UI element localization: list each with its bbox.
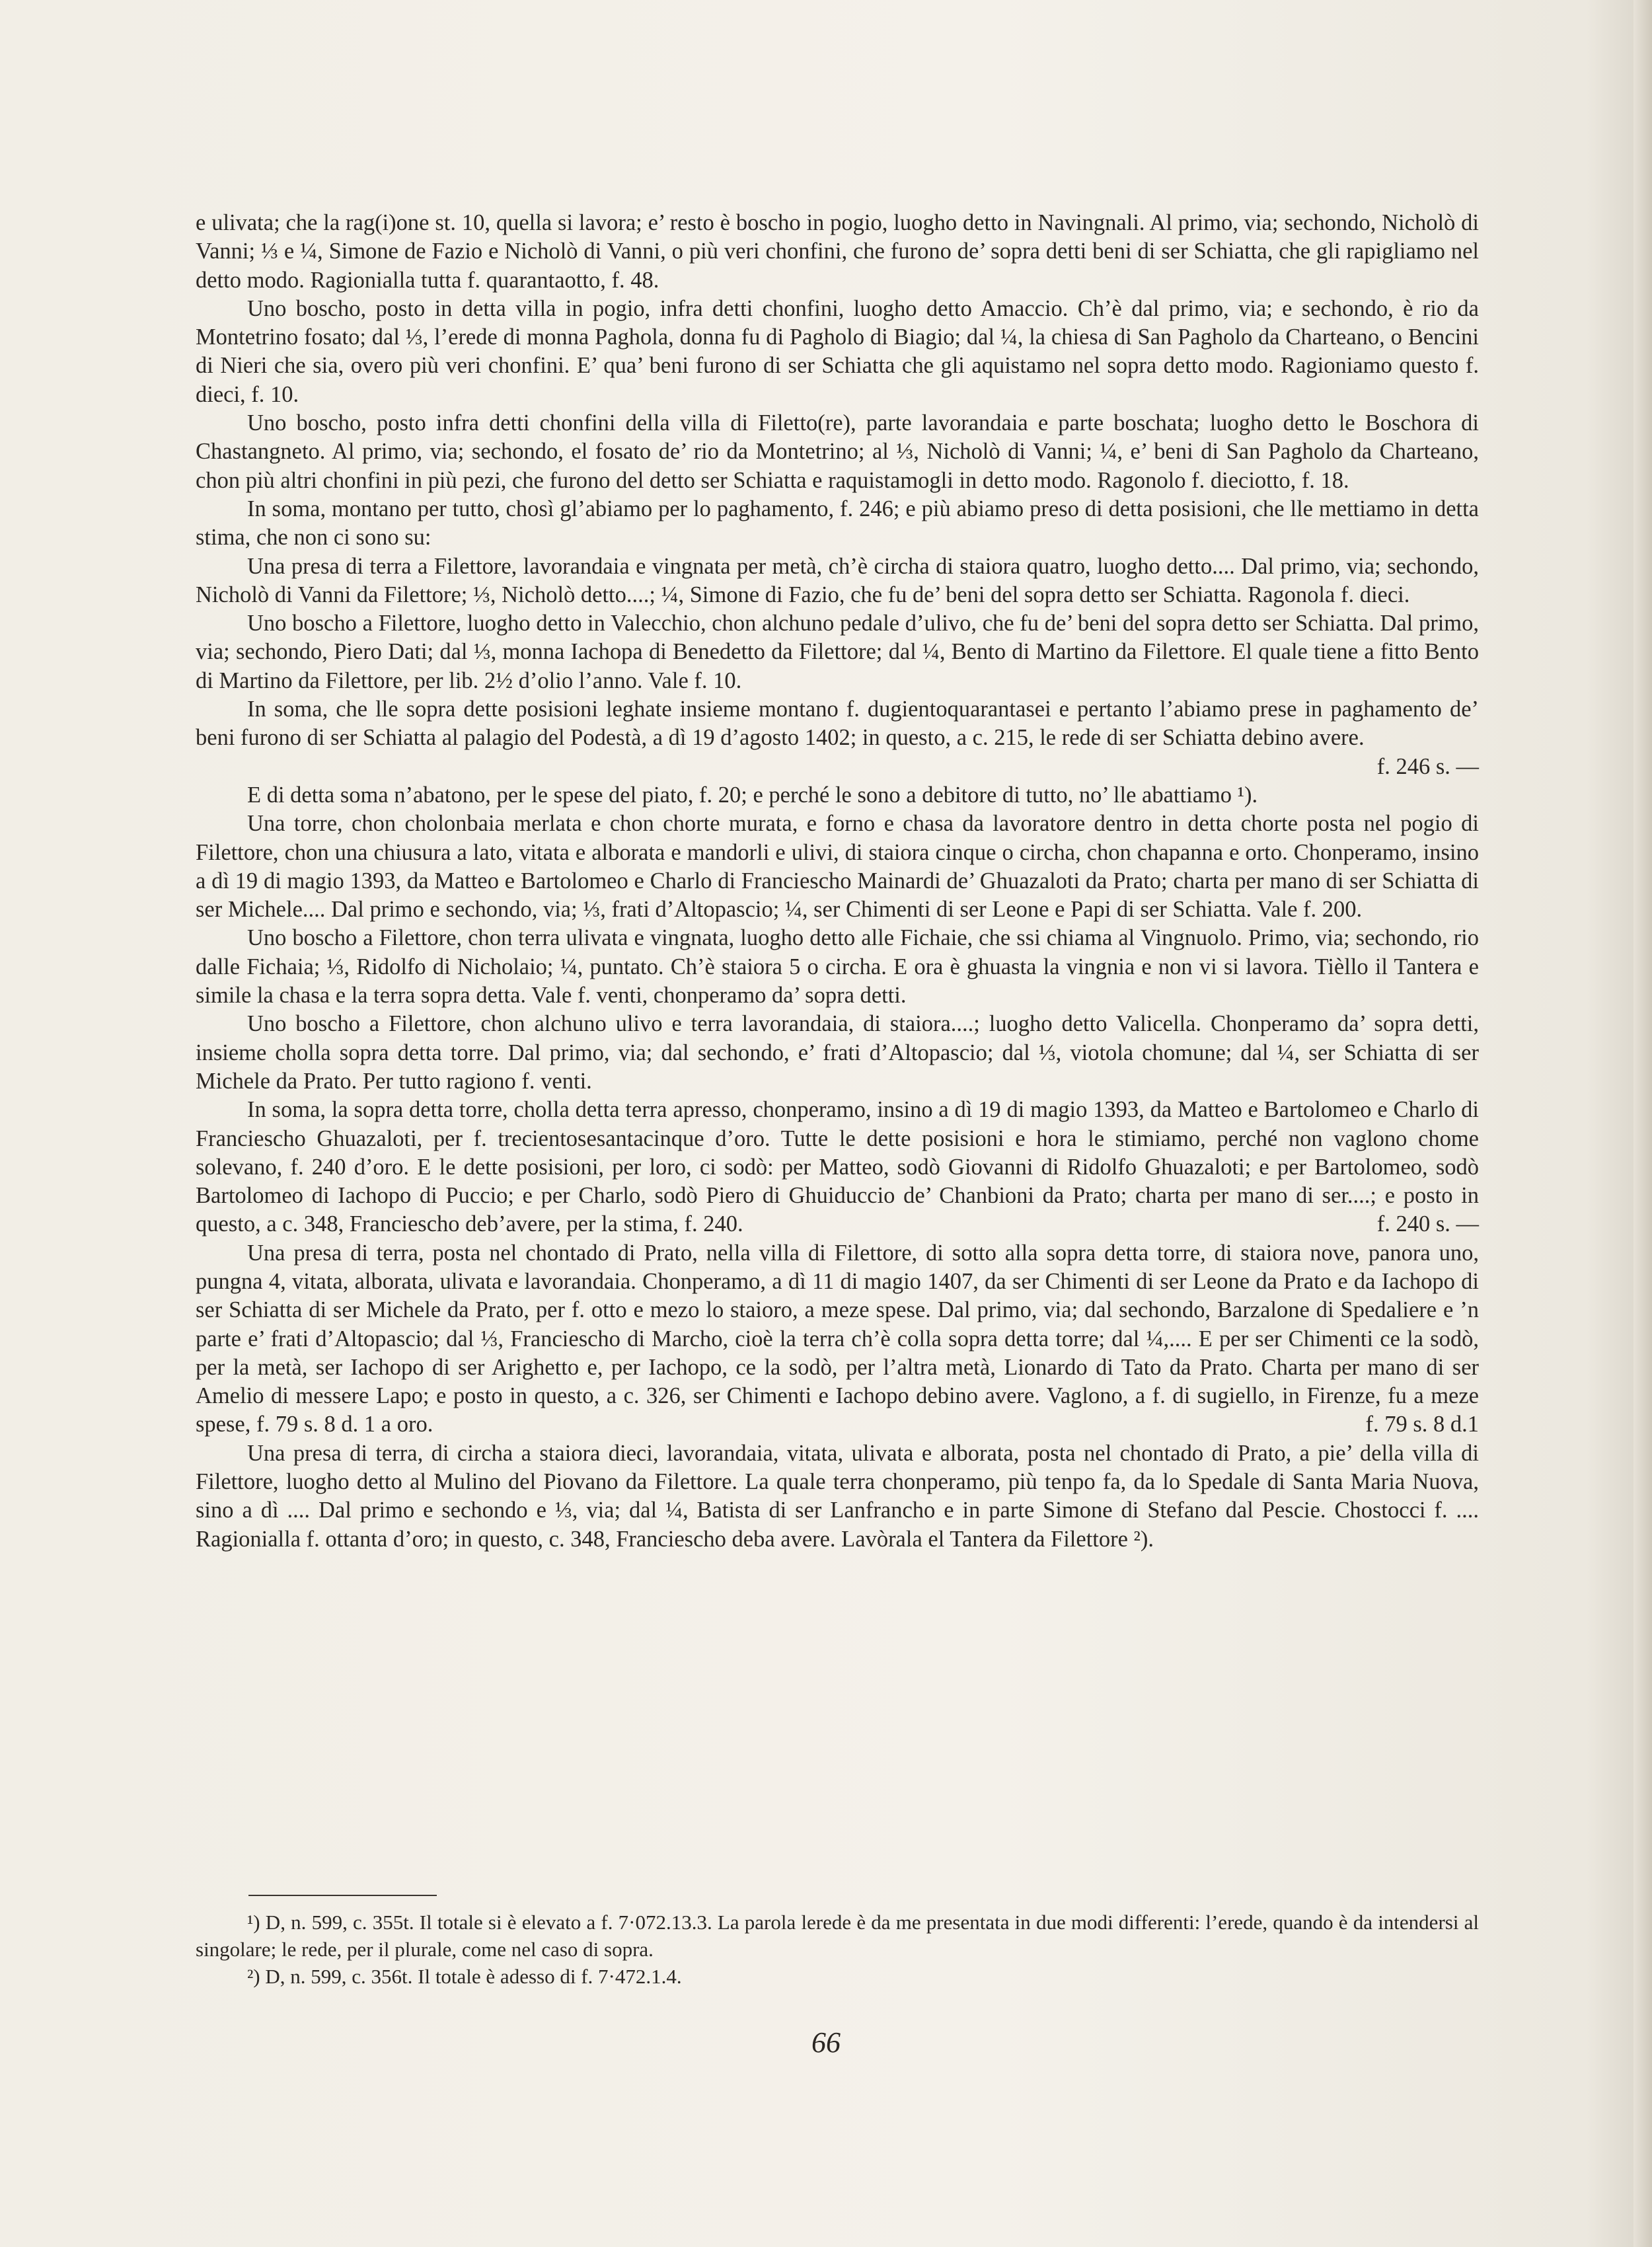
footnotes <box>196 1909 1479 1990</box>
paragraph: Una torre, chon cholonbaia merlata e chon chorte murata, e forno e chasa da lavoratore dentro in detta chorte posta nel pogio di Filettore, chon una chiusura a lato, vitata e alborata e mandorli e ulivi, di staiora cinque o circha, chon chapanna e orto. Chonperamo, insino a dì 19 di magio 1393, da Matteo e Bartolomeo e Charlo di Franciescho Mainardi de’ Ghuazaloti da Prato; charta per mano di ser Schiatta di ser Michele.... Dal primo e sechondo, via; ⅓, frati d’Altopascio; ¼, ser Chimenti di ser Leone e Papi di ser Schiatta. Vale f. 200. <box>196 811 1479 923</box>
amount-sum: f. 240 s. — <box>1376 1211 1479 1237</box>
paragraph: Una presa di terra a Filettore, lavorandaia e vingnata per metà, ch’è circha di staiora quatro, luogho detto.... Dal primo, via; sechondo, Nicholò di Vanni da Filettore; ⅓, Nicholò detto....; ¼, Simone di Fazio, che fu de’ beni del sopra detto ser Schiatta. Ragonola f. dieci. <box>196 553 1479 607</box>
paragraph: e ulivata; che la rag(i)one st. 10, quella si lavora; e’ resto è boscho in pogio, luogho detto in Navingnali. Al primo, via; sechondo, Nicholò di Vanni; ⅓ e ¼, Simone de Fazio e Nicholò di Vanni, o più veri chonfini, che furono de’ sopra detti beni di ser Schiatta, che gli rapigliamo nel detto modo. Ragionialla tutta f. quarantaotto, f. 48. <box>196 210 1479 293</box>
paragraph: Uno boscho, posto in detta villa in pogio, infra detti chonfini, luogho detto Amaccio. Ch’è dal primo, via; e sechondo, è rio da Montetrino fosato; dal ⅓, l’erede di monna Paghola, donna fu di Pagholo di Biagio; dal ¼, la chiesa di San Pagholo da Charteano, o Bencini di Nieri che sia, overo più veri chonfini. E’ qua’ beni furono di ser Schiatta che gli aquistamo nel sopra detto modo. Ragioniamo questo f. dieci, f. 10. <box>196 295 1479 407</box>
paragraph-with-amount: Una presa di terra, posta nel chontado di Prato, nella villa di Filettore, di sotto alla sopra detta torre, di staiora nove, panora uno, pungna 4, vitata, alborata, ulivata e lavorandaia. Chonperamo, a dì 11 di magio 1407, da ser Chimenti di ser Leone da Prato e da Iachopo di ser Schiatta di ser Michele da Prato, per f. otto e mezo lo staioro, a meze spese. Dal primo, via; dal sechondo, Barzalone di Spedaliere e ’n parte e’ frati d’Altopascio; dal ⅓, Franciescho di Marcho, cioè la terra ch’è colla sopra detta torre; dal ¼,.... E per ser Chimenti ce la sodò, per la metà, ser Iachopo di ser Arighetto e, per Iachopo, ce la sodò, per l’altra metà, Lionardo di Tato da Prato. Charta per mano di ser Amelio di messere Lapo; e posto in questo, a c. 326, ser Chimenti e Iachopo debino avere. Vaglono, a f. di sugiello, in Firenze, fu a meze spese, f. 79 s. 8 d. 1 a oro. f. 79 s. 8 d.1 <box>196 1239 1479 1439</box>
paragraph-with-amount: In soma, la sopra detta torre, cholla detta terra apresso, chonperamo, insino a dì 19 di magio 1393, da Matteo e Bartolomeo e Charlo di Franciescho Ghuazaloti, per f. trecientosesantacinque d’oro. Tutte le dette posisioni e hora le stimiamo, perché non vaglono chome solevano, f. 240 d’oro. E le dette posisioni, per loro, ci sodò: per Matteo, sodò Giovanni di Ridolfo Ghuazaloti; e per Bartolomeo, sodò Bartolomeo di Iachopo di Puccio; e per Charlo, sodò Piero di Ghuiduccio de’ Chanbioni da Prato; charta per mano di ser....; e posto in questo, a c. 348, Franciescho deb’avere, per la stima, f. 240. f. 240 s. — <box>196 1096 1479 1238</box>
paragraph: E di detta soma n’abatono, per le spese del piato, f. 20; e perché le sono a debitore di tutto, no’ lle abattiamo ¹). <box>247 782 1258 808</box>
amount-sum: f. 246 s. — <box>1376 753 1479 779</box>
paragraph: Una presa di terra, di circha a staiora dieci, lavorandaia, vitata, ulivata e alborata, posta nel chontado di Prato, a pie’ della villa di Filettore, luogho detto al Mulino del Piovano da Filettore. La quale terra chonperamo, più tenpo fa, da lo Spedale di Santa Maria Nuova, sino a dì .... Dal primo e sechondo e ⅓, via; dal ¼, Batista di ser Lanfrancho e in parte Simone di Stefano dal Pescie. Chostocci f. .... Ragionialla f. ottanta d’oro; in questo, c. 348, Franciescho deba avere. Lavòrala el Tantera da Filettore ²). <box>196 1440 1479 1552</box>
amount-sum: f. 79 s. 8 d.1 <box>1365 1412 1479 1437</box>
paragraph: In soma, montano per tutto, chosì gl’abiamo per lo paghamento, f. 246; e più abiamo preso di detta posisioni, che lle mettiamo in detta stima, che non ci sono su: <box>196 496 1479 551</box>
footnote-rule <box>248 1895 437 1896</box>
page-edge-shadow <box>1633 0 1652 2247</box>
page-number: 66 <box>811 2026 841 2059</box>
paragraph: Uno boscho a Filettore, chon terra ulivata e vingnata, luogho detto alle Fichaie, che ssi chiama al Vingnuolo. Primo, via; sechondo, rio dalle Fichaia; ⅓, Ridolfo di Nicholaio; ¼, puntato. Ch’è staiora 5 o circha. E ora è ghuasta la vingnia e non vi si lavora. Tièllo il Tantera e simile la chasa e la terra sopra detta. Vale f. venti, chonperamo da’ sopra detti. <box>196 925 1479 1009</box>
footnote: ¹) D, n. 599, c. 355t. Il totale si è elevato a f. 7·072.13.3. La parola lerede è da me presentata in due modi differenti: l’erede, quando è da intendersi al singolare; le rede, per il plurale, come nel caso di sopra. <box>196 1911 1479 1961</box>
paragraph: Uno boscho a Filettore, chon alchuno ulivo e terra lavorandaia, di staiora....; luogho detto Valicella. Chonperamo da’ sopra detti, insieme cholla sopra detta torre. Dal primo, via; dal sechondo, e’ frati d’Altopascio; dal ⅓, viotola chomune; dal ¼, ser Schiatta di ser Michele da Prato. Per tutto ragiono f. venti. <box>196 1011 1479 1094</box>
paragraph: Uno boscho a Filettore, luogho detto in Valecchio, chon alchuno pedale d’ulivo, che fu de’ beni del sopra detto ser Schiatta. Dal primo, via; sechondo, Piero Dati; dal ⅓, monna Iachopa di Benedetto da Filettore; dal ¼, Bento di Martino da Filettore. El quale tiene a fitto Bento di Martino da Filettore, per lib. 2½ d’olio l’anno. Vale f. 10. <box>196 611 1479 693</box>
main-text <box>196 209 1479 1554</box>
footnote: ²) D, n. 599, c. 356t. Il totale è adesso di f. 7·472.1.4. <box>247 1965 682 1988</box>
paragraph: Uno boscho, posto infra detti chonfini della villa di Filetto(re), parte lavorandaia e parte boschata; luogho detto le Boschora di Chastangneto. Al primo, via; sechondo, el fosato de’ rio da Montetrino; al ⅓, Nicholò di Vanni; ¼, e’ beni di San Pagholo da Charteano, chon più altri chonfini in più pezi, che furono del detto ser Schiatta e raquistamogli in detto modo. Ragonolo f. dieciotto, f. 18. <box>196 410 1479 493</box>
paragraph-with-amount: In soma, che lle sopra dette posisioni leghate insieme montano f. dugientoquarantasei e pertanto l’abiamo prese in paghamento de’ beni furono di ser Schiatta al palagio del Podestà, a dì 19 d’agosto 1402; in questo, a c. 215, le rede di ser Schiatta debino avere. f. 246 s. — <box>196 695 1479 753</box>
